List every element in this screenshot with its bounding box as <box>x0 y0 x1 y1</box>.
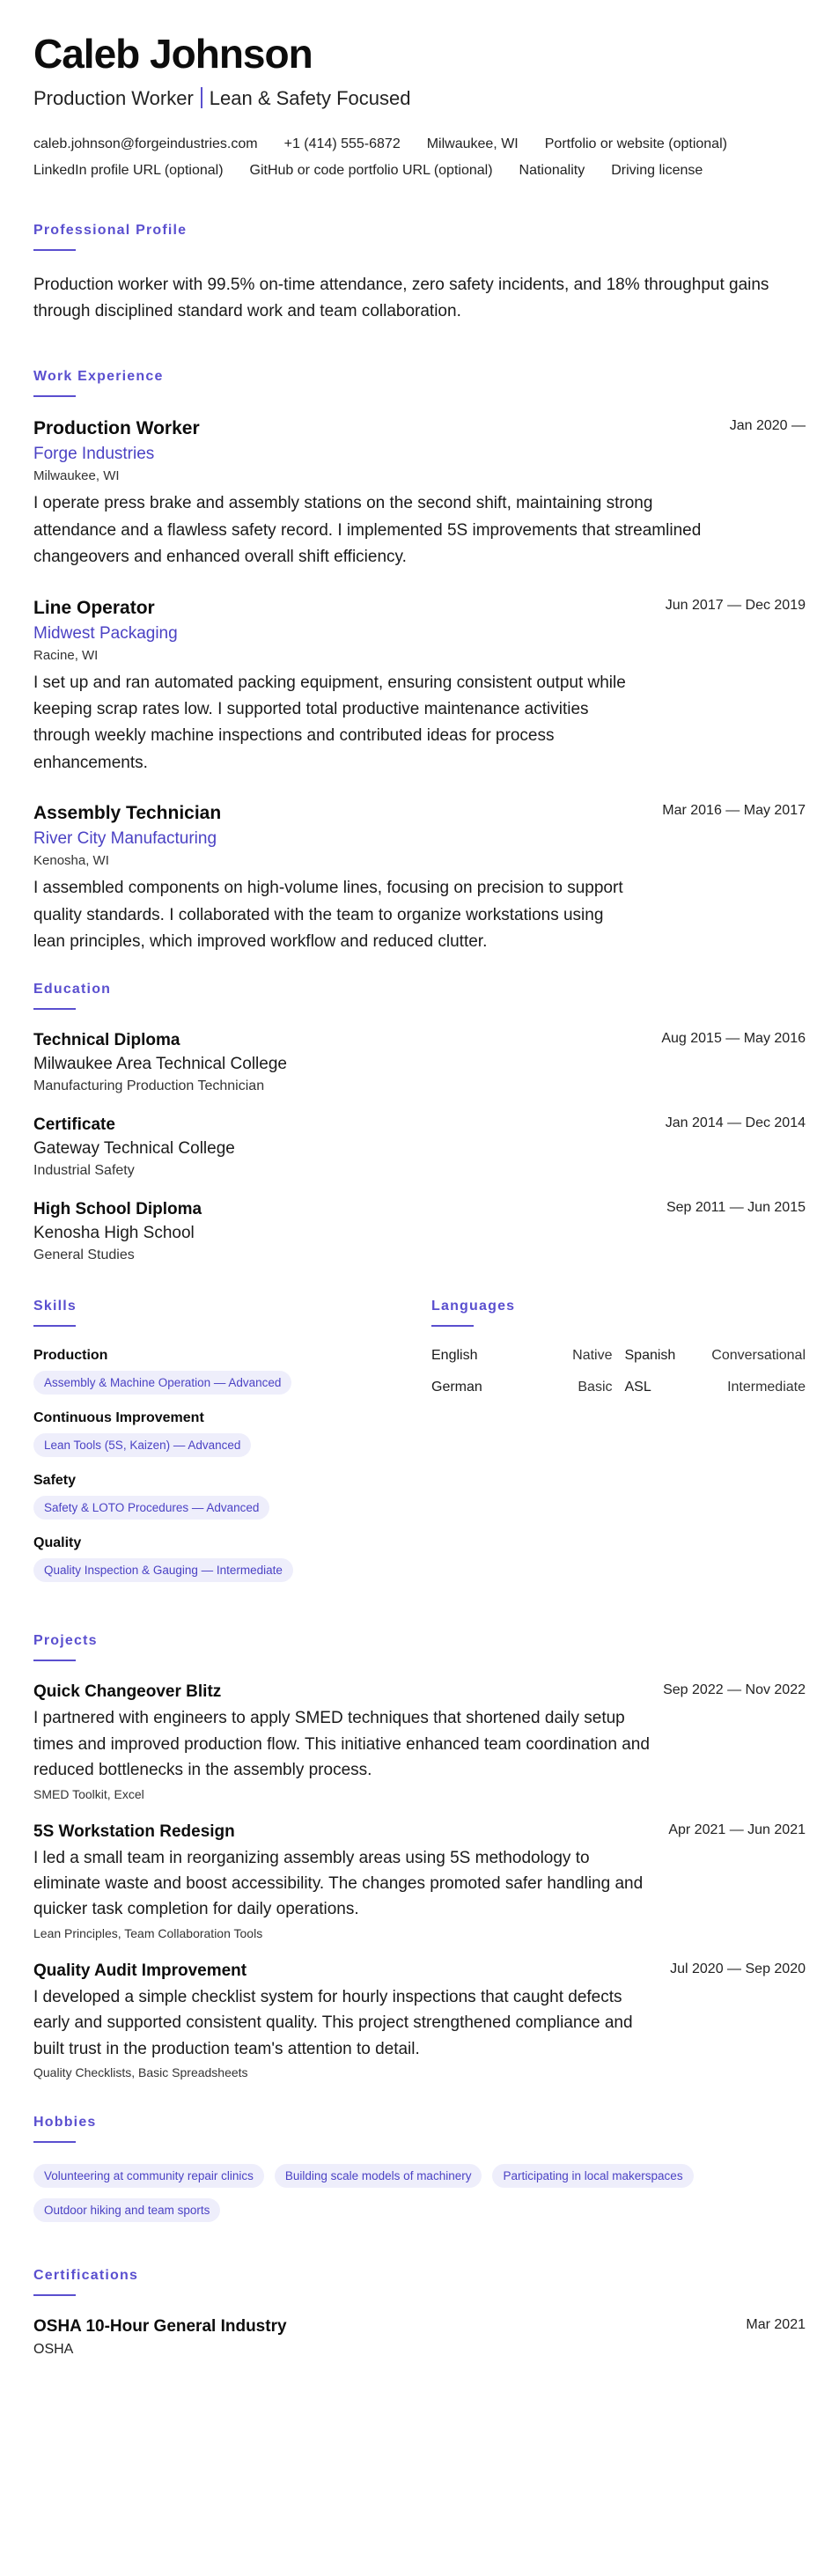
project-tools: SMED Toolkit, Excel <box>33 1786 144 1801</box>
profile-section <box>33 223 806 326</box>
project-title: Quick Changeover Blitz <box>33 1682 222 1702</box>
contact-nationality: Nationality <box>519 162 585 178</box>
education-field: Manufacturing Production Technician <box>33 1078 265 1094</box>
headline-focus: Lean & Safety Focused <box>209 86 411 109</box>
project-entry <box>33 1822 806 1940</box>
section-title-education: Education <box>33 982 112 997</box>
headline <box>33 87 806 110</box>
language-name: ASL <box>624 1380 651 1395</box>
experience-entry <box>33 418 806 570</box>
language-level: Native <box>572 1348 613 1364</box>
skills-languages-row <box>33 1299 806 1598</box>
skill-category: Safety <box>33 1473 77 1489</box>
job-location: Kenosha, WI <box>33 853 109 869</box>
education-school: Gateway Technical College <box>33 1139 235 1159</box>
job-title: Assembly Technician <box>33 803 222 824</box>
language-item <box>431 1380 613 1395</box>
section-rule <box>33 2141 76 2143</box>
certification-name: OSHA 10-Hour General Industry <box>33 2317 287 2337</box>
contact-list <box>33 136 826 179</box>
project-dates: Sep 2022 — Nov 2022 <box>663 1682 806 1698</box>
hobby-pill: Participating in local makerspaces <box>492 2164 693 2188</box>
skills-section <box>33 1299 431 1598</box>
language-level: Conversational <box>711 1348 806 1364</box>
education-section <box>33 982 806 1263</box>
education-school: Milwaukee Area Technical College <box>33 1055 287 1074</box>
project-description: I partnered with engineers to apply SMED techniques that shortened daily setup times and improved production flow. This initiative enhanced team coordination and reduced bottlenecks in the assembly process. <box>33 1709 650 1780</box>
section-rule <box>33 395 76 397</box>
education-degree: Technical Diploma <box>33 1031 180 1050</box>
experience-entry <box>33 598 806 777</box>
certification-entry <box>33 2317 806 2358</box>
language-item <box>625 1348 806 1364</box>
education-entry <box>33 1031 806 1094</box>
project-entry <box>33 1961 806 2079</box>
contact-linkedin[interactable]: LinkedIn profile URL (optional) <box>33 162 224 178</box>
project-title: Quality Audit Improvement <box>33 1961 247 1980</box>
education-dates: Jan 2014 — Dec 2014 <box>665 1115 806 1131</box>
contact-portfolio[interactable]: Portfolio or website (optional) <box>544 136 727 151</box>
skill-pill: Assembly & Machine Operation — Advanced <box>33 1371 291 1395</box>
section-title-profile: Professional Profile <box>33 222 188 238</box>
job-company: Forge Industries <box>33 445 155 464</box>
contact-phone[interactable]: +1 (414) 555-6872 <box>283 136 401 151</box>
contact-driving-license: Driving license <box>611 162 703 178</box>
certification-date: Mar 2021 <box>746 2317 806 2333</box>
job-company: Midwest Packaging <box>33 623 178 643</box>
hobbies-list <box>33 2164 808 2233</box>
language-name: English <box>431 1348 478 1364</box>
hobby-pill: Building scale models of machinery <box>275 2164 482 2188</box>
job-title: Line Operator <box>33 597 155 618</box>
education-degree: High School Diploma <box>33 1200 202 1219</box>
languages-grid <box>431 1348 806 1395</box>
education-dates: Sep 2011 — Jun 2015 <box>666 1200 806 1216</box>
project-dates: Jul 2020 — Sep 2020 <box>670 1961 806 1976</box>
certifications-section <box>33 2268 806 2358</box>
section-title-skills: Skills <box>33 1299 77 1314</box>
project-description: I led a small team in reorganizing assembly areas using 5S methodology to eliminate waste and boost accessibility. The changes promoted safer handling and quicker task completion for daily operations. <box>33 1848 644 1919</box>
contact-github[interactable]: GitHub or code portfolio URL (optional) <box>249 162 493 178</box>
hobbies-section <box>33 2115 806 2233</box>
job-description: I operate press brake and assembly stations on the second shift, maintaining strong attendance and a flawless safety record. I implemented 5S improvements that streamlined changeovers and enhanced overall shift efficiency. <box>33 494 702 567</box>
contact-email[interactable]: caleb.johnson@forgeindustries.com <box>33 136 258 151</box>
section-title-projects: Projects <box>33 1633 98 1649</box>
experience-entry <box>33 803 806 955</box>
section-rule <box>33 1008 76 1010</box>
project-tools: Quality Checklists, Basic Spreadsheets <box>33 2065 248 2080</box>
languages-section <box>431 1299 806 1598</box>
job-dates: Jan 2020 — <box>729 418 806 434</box>
certification-issuer: OSHA <box>33 2342 74 2358</box>
education-entry <box>33 1200 806 1263</box>
skill-pill: Quality Inspection & Gauging — Intermediate <box>33 1558 293 1582</box>
skill-category: Quality <box>33 1535 82 1551</box>
hobby-pill: Volunteering at community repair clinics <box>33 2164 264 2188</box>
job-location: Milwaukee, WI <box>33 468 120 484</box>
job-dates: Mar 2016 — May 2017 <box>662 803 806 819</box>
project-title: 5S Workstation Redesign <box>33 1822 235 1841</box>
section-rule <box>33 1325 76 1327</box>
skill-group <box>33 1410 431 1457</box>
section-title-experience: Work Experience <box>33 369 164 385</box>
hobby-pill: Outdoor hiking and team sports <box>33 2198 220 2222</box>
contact-location: Milwaukee, WI <box>426 136 519 151</box>
section-title-languages: Languages <box>431 1299 516 1314</box>
section-rule <box>431 1325 474 1327</box>
headline-role: Production Worker <box>33 86 194 109</box>
skill-group <box>33 1473 431 1520</box>
section-title-certifications: Certifications <box>33 2268 139 2284</box>
project-dates: Apr 2021 — Jun 2021 <box>668 1822 806 1837</box>
skill-group <box>33 1348 431 1395</box>
project-tools: Lean Principles, Team Collaboration Tools <box>33 1925 263 1940</box>
job-description: I set up and ran automated packing equipment, ensuring consistent output while keeping scrap rates low. I supported total productive maintenance activities through weekly machine inspections and contributed ideas for process enhancements. <box>33 673 626 772</box>
project-entry <box>33 1682 806 1800</box>
education-field: General Studies <box>33 1248 135 1263</box>
skill-pill: Safety & LOTO Procedures — Advanced <box>33 1496 269 1520</box>
education-degree: Certificate <box>33 1115 115 1135</box>
education-school: Kenosha High School <box>33 1224 195 1243</box>
education-field: Industrial Safety <box>33 1163 135 1179</box>
candidate-name: Caleb Johnson <box>33 31 313 77</box>
language-name: Spanish <box>624 1348 676 1364</box>
job-dates: Jun 2017 — Dec 2019 <box>665 597 806 613</box>
headline-divider <box>201 87 202 108</box>
projects-section <box>33 1633 806 2079</box>
education-entry <box>33 1115 806 1179</box>
language-level: Basic <box>578 1380 613 1395</box>
job-company: River City Manufacturing <box>33 829 217 849</box>
job-location: Racine, WI <box>33 647 99 663</box>
education-dates: Aug 2015 — May 2016 <box>661 1031 806 1047</box>
language-item <box>431 1348 613 1364</box>
skill-category: Production <box>33 1348 108 1364</box>
section-rule <box>33 2294 76 2296</box>
skill-group <box>33 1535 431 1582</box>
profile-summary: Production worker with 99.5% on-time attendance, zero safety incidents, and 18% throughput gains through disciplined standard work and team collaboration. <box>33 275 769 320</box>
experience-section <box>33 369 806 955</box>
job-description: I assembled components on high-volume lines, focusing on precision to support quality standards. I collaborated with the team to organize workstations using lean principles, which improved workflow and reduced clutter. <box>33 879 623 951</box>
language-item <box>625 1380 806 1395</box>
section-title-hobbies: Hobbies <box>33 2115 97 2131</box>
section-rule <box>33 249 76 251</box>
section-rule <box>33 1660 76 1661</box>
language-name: German <box>431 1380 482 1395</box>
project-description: I developed a simple checklist system for hourly inspections that caught defects early and supported consistent quality. This project strengthened compliance and built trust in the production team's attention to detail. <box>33 1987 633 2058</box>
language-level: Intermediate <box>727 1380 806 1395</box>
skill-category: Continuous Improvement <box>33 1410 204 1426</box>
job-title: Production Worker <box>33 418 200 439</box>
skill-pill: Lean Tools (5S, Kaizen) — Advanced <box>33 1433 251 1457</box>
